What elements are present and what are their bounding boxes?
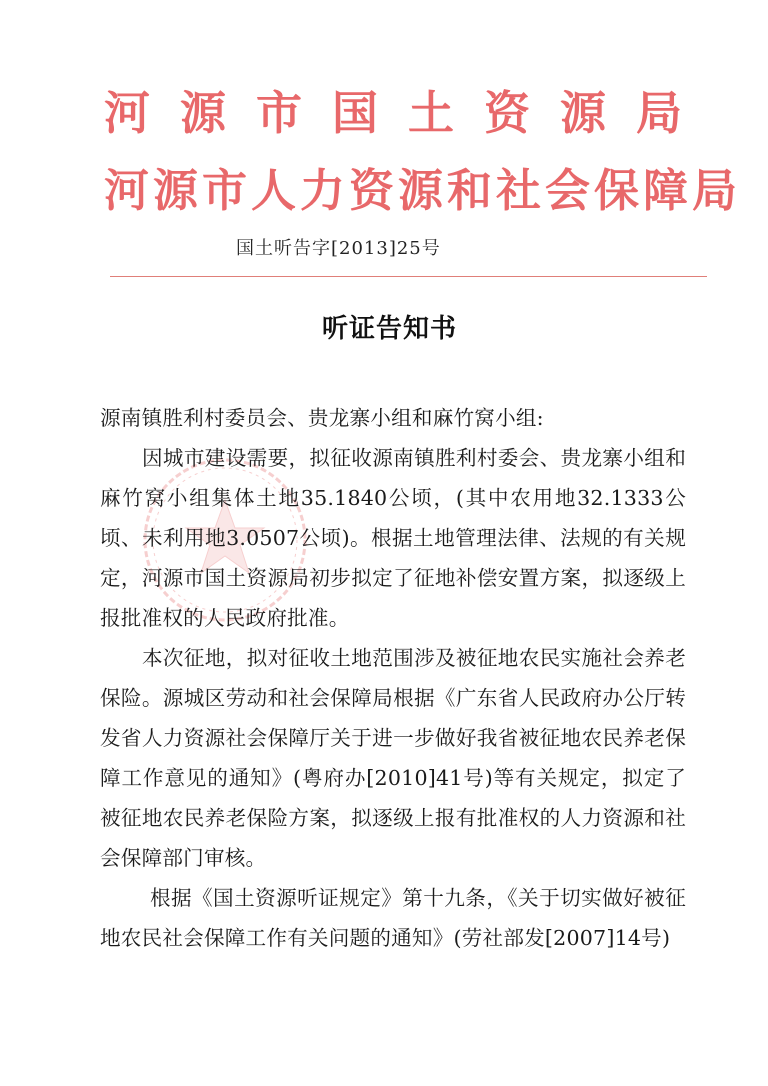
document-number: 国土听告字[2013]25号 — [236, 238, 441, 259]
paragraph-land-acquisition: 因城市建设需要，拟征收源南镇胜利村委会、贵龙寨小组和麻竹窝小组集体土地35.1840公顷，(其中农用地32.1333公顷、未利用地3.0507公顷)。根据土地管理法律、法规的有关规定，河源市国土资源局初步拟定了征地补偿安置方案，拟逐级上报批准权的人民政府批准。 — [100, 446, 686, 630]
document-title: 听证告知书 — [322, 314, 458, 344]
document-body — [100, 398, 686, 958]
paragraph-legal-basis: 根据《国土资源听证规定》第十九条，《关于切实做好被征地农民社会保障工作有关问题的通知》(劳社部发[2007]14号) — [100, 886, 686, 950]
paragraph-pension-insurance: 本次征地，拟对征收土地范围涉及被征地农民实施社会养老保险。源城区劳动和社会保障局根据《广东省人民政府办公厅转发省人力资源社会保障厅关于进一步做好我省被征地农民养老保障工作意见的通知》(粤府办[2010]41号)等有关规定，拟定了被征地农民养老保险方案，拟逐级上报有批准权的人力资源和社会保障部门审核。 — [100, 646, 686, 870]
salutation: 源南镇胜利村委员会、贵龙寨小组和麻竹窝小组: — [100, 406, 544, 430]
issuing-org-human-resources: 河源市人力资源和社会保障局 — [104, 164, 742, 217]
issuing-org-land-resources: 河源市国土资源局 — [104, 86, 712, 140]
red-divider-line — [110, 276, 707, 277]
